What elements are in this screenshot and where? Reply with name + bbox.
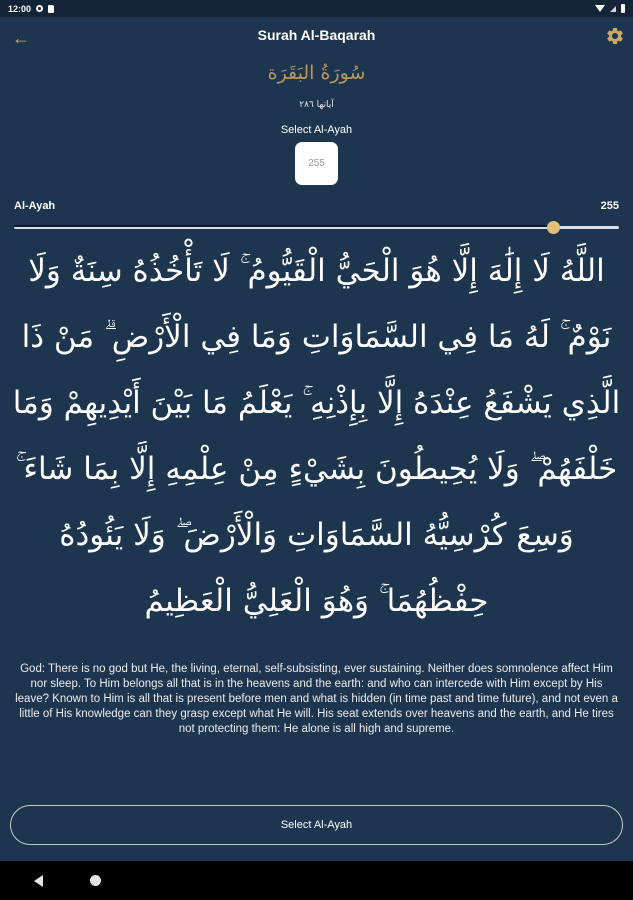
settings-status-icon — [36, 5, 43, 12]
gear-icon — [605, 26, 625, 46]
sd-card-icon — [48, 5, 54, 13]
select-ayah-button-label: Select Al-Ayah — [280, 819, 353, 831]
verse-translation: God: There is no god but He, the living, eternal, self-subsisting, ever sustaining. Neither does somnolence affect Him nor sleep. To Him belongs all that is in the heavens and the earth: and who can intercede with Him except by His leave? Known to Him is all that is present before men and what is hidden (in time past and time future), and not even a little of His knowledge can they grasp except what He will. His seat extends over heavens and the earth, and He tires not protecting them: He alone is all high and supreme. — [15, 663, 618, 735]
settings-button[interactable] — [605, 26, 625, 46]
status-right — [595, 4, 625, 13]
nav-back-icon[interactable] — [34, 875, 43, 887]
status-bar — [0, 0, 633, 17]
select-ayah-label: Select Al-Ayah — [280, 124, 353, 136]
verse-arabic: اللَّهُ لَا إِلَٰهَ إِلَّا هُوَ الْحَيُّ الْقَيُّومُ ۚ لَا تَأْخُذُهُ سِنَةٌ وَلَا نَوْمٌ ۚ لَهُ مَا فِي السَّمَاوَاتِ وَمَا فِي الْأَرْضِ ۗ مَنْ ذَا الَّذِي يَشْفَعُ عِنْدَهُ إِلَّا بِإِذْنِهِ ۚ يَعْلَمُ مَا بَيْنَ أَيْدِيهِمْ وَمَا خَلْفَهُمْ ۖ وَلَا يُحِيطُونَ بِشَيْءٍ مِنْ عِلْمِهِ إِلَّا بِمَا شَاءَ ۚ وَسِعَ كُرْسِيُّهُ السَّمَاوَاتِ وَالْأَرْضَ ۖ وَلَا يَئُودُهُ حِفْظُهُمَا ۚ وَهُوَ الْعَلِيُّ الْعَظِيمُ — [12, 253, 621, 619]
slider-value: 255 — [600, 200, 619, 212]
signal-icon — [610, 6, 616, 12]
ayah-slider-active-track — [14, 225, 553, 227]
ayat-count: آياتها ٢٨٦ — [299, 100, 334, 110]
battery-icon — [621, 4, 625, 13]
navigation-bar — [0, 861, 633, 900]
wifi-icon — [595, 5, 605, 12]
status-left — [8, 4, 54, 14]
surah-name-arabic: سُورَةُ البَقَرَة — [267, 62, 366, 84]
slider-label: Al-Ayah — [14, 200, 56, 212]
status-time: 12:00 — [8, 3, 32, 14]
arrow-left-icon: ← — [12, 28, 30, 48]
page-title: Surah Al-Baqarah — [257, 27, 376, 43]
nav-home-icon[interactable] — [90, 875, 101, 886]
ayah-slider-thumb[interactable] — [547, 221, 560, 234]
app-bar — [0, 17, 633, 59]
select-ayah-button[interactable] — [10, 805, 623, 845]
ayah-number-box[interactable] — [295, 142, 338, 185]
selected-ayah-number: 255 — [308, 158, 325, 169]
